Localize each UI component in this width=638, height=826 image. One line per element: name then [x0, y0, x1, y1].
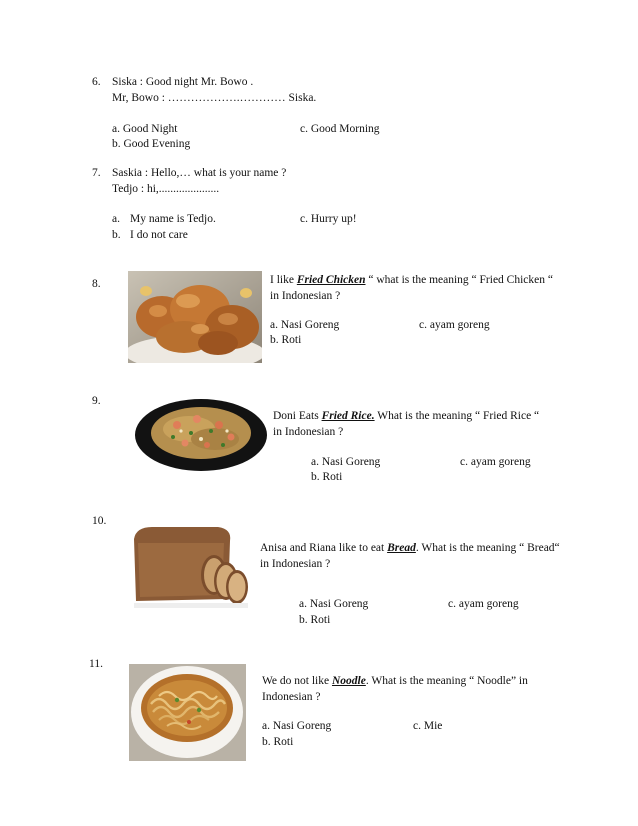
q11-option-b[interactable]: b. Roti — [262, 736, 294, 748]
q11-option-c[interactable]: c. Mie — [413, 720, 443, 732]
q8-question-text-rest: “ what is the meaning “ Fried Chicken “ — [365, 274, 553, 286]
q6-option-a[interactable]: a. Good Night — [112, 123, 178, 135]
q10-keyword: Bread — [387, 542, 416, 554]
q6-option-c[interactable]: c. Good Morning — [300, 123, 380, 135]
q10-question-text-rest: . What is the meaning “ Bread“ — [415, 542, 560, 554]
q9-keyword: Fried Rice. — [321, 410, 375, 422]
q8-question-text: I like — [270, 274, 297, 286]
q8-question-line2: in Indonesian ? — [270, 290, 341, 302]
bread-image — [130, 525, 251, 608]
q8-question-line1 — [270, 273, 553, 287]
q9-option-c[interactable]: c. ayam goreng — [460, 456, 531, 468]
q8-option-c[interactable]: c. ayam goreng — [419, 319, 490, 331]
q10-option-c[interactable]: c. ayam goreng — [448, 598, 519, 610]
q9-question-line1 — [273, 409, 539, 423]
q6-number: 6. — [92, 76, 101, 88]
q11-number: 11. — [89, 658, 103, 670]
q6-dialog-line2: Mr, Bowo : ……………….………… Siska. — [112, 92, 317, 104]
q7-option-b-marker: b. — [112, 229, 121, 241]
q11-keyword: Noodle — [331, 675, 366, 687]
q11-question-text: We do not like — [262, 675, 332, 687]
q8-option-a[interactable]: a. Nasi Goreng — [270, 319, 340, 331]
q7-number: 7. — [92, 167, 101, 179]
fried-rice-image — [133, 395, 269, 473]
q6-option-b[interactable]: b. Good Evening — [112, 138, 191, 150]
q11-option-a[interactable]: a. Nasi Goreng — [262, 720, 332, 732]
q10-question-text: Anisa and Riana like to eat — [260, 542, 388, 554]
q6-dialog-line1: Siska : Good night Mr. Bowo . — [112, 76, 254, 88]
q10-question-line2: in Indonesian ? — [260, 558, 331, 570]
q10-option-a[interactable]: a. Nasi Goreng — [299, 598, 369, 610]
q7-option-c[interactable]: c. Hurry up! — [300, 213, 357, 225]
q7-dialog-line2: Tedjo : hi,..................... — [112, 183, 220, 195]
q9-number: 9. — [92, 395, 101, 407]
q9-option-a[interactable]: a. Nasi Goreng — [311, 456, 381, 468]
q10-option-b[interactable]: b. Roti — [299, 614, 331, 626]
q7-option-a-marker: a. — [112, 213, 120, 225]
q10-question-line1 — [260, 541, 560, 555]
q9-question-text-rest: What is the meaning “ Fried Rice “ — [374, 410, 540, 422]
q8-keyword: Fried Chicken — [296, 274, 366, 286]
q7-option-b[interactable]: I do not care — [130, 229, 188, 241]
q9-option-b[interactable]: b. Roti — [311, 471, 343, 483]
q7-dialog-line1: Saskia : Hello,… what is your name ? — [112, 167, 287, 179]
noodle-image — [129, 664, 246, 761]
q11-question-line2: Indonesian ? — [262, 691, 321, 703]
q11-question-line1 — [262, 674, 528, 688]
q8-number: 8. — [92, 278, 101, 290]
fried-chicken-image — [128, 271, 262, 363]
q11-question-text-rest: . What is the meaning “ Noodle” in — [365, 675, 528, 687]
q9-question-text: Doni Eats — [273, 410, 322, 422]
q7-option-a[interactable]: My name is Tedjo. — [130, 213, 216, 225]
q10-number: 10. — [92, 515, 107, 527]
q9-question-line2: in Indonesian ? — [273, 426, 344, 438]
q8-option-b[interactable]: b. Roti — [270, 334, 302, 346]
